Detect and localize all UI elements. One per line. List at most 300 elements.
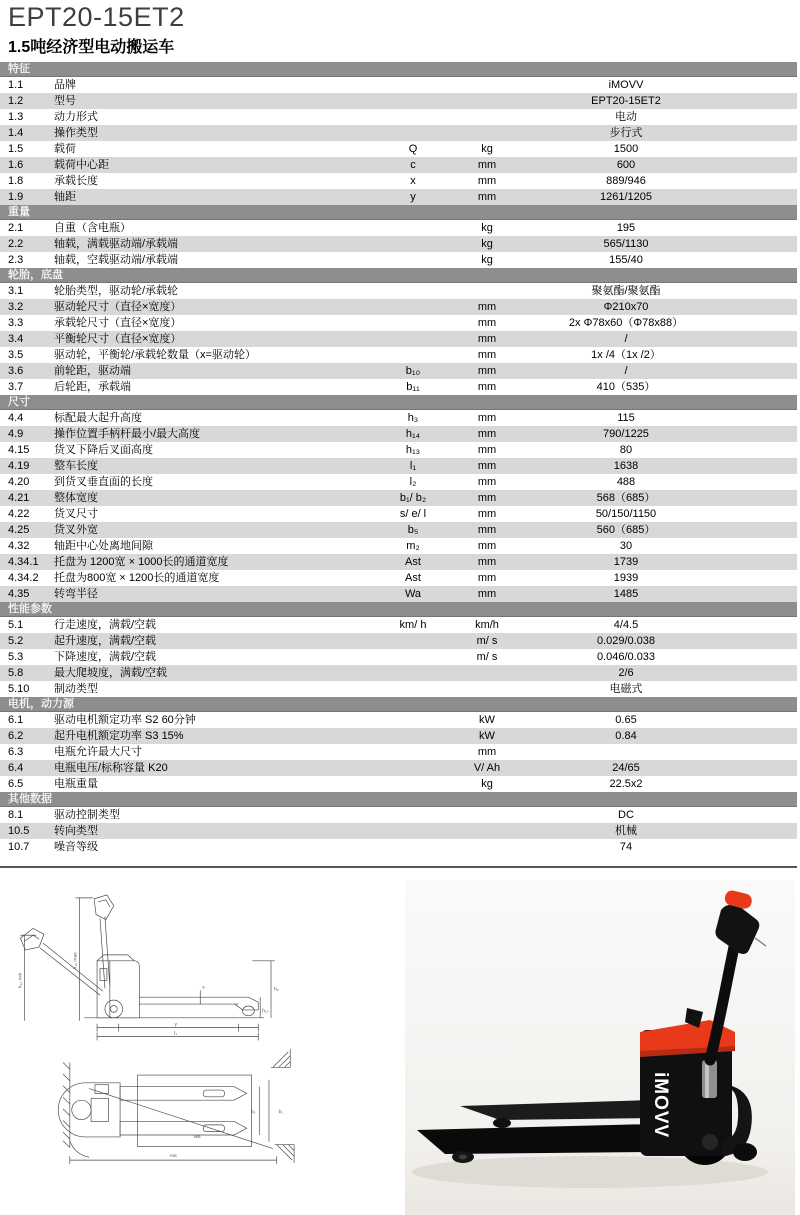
fork-right-topview [120,1121,247,1135]
spec-row [0,173,797,189]
cell-no: 3.4 [8,333,24,345]
cell-value: 889/946 [606,175,646,187]
rear-caster [733,1143,757,1161]
cell-spacer [721,839,797,855]
cell-symbol [383,347,443,363]
cell-value: EPT20-15ET2 [591,95,661,107]
cell-label: 到货叉垂直面的长度 [54,476,153,488]
cell-no: 4.15 [8,444,30,456]
cell-label: 转向类型 [54,825,98,837]
cell-no: 1.3 [8,111,24,123]
spec-row [0,252,797,268]
cell-label: 整车长度 [54,460,98,472]
cell-unit [443,283,531,299]
dim-label-overall-width: b₁ [278,1109,283,1115]
dim-label-lift: h₃ [273,987,279,993]
cell-value: 50/150/1150 [595,508,657,520]
cell-spacer [721,410,797,426]
cell-no: 4.21 [8,492,30,504]
cell-unit: m/ s [476,651,498,663]
cell-unit: mm [477,159,497,171]
cell-spacer [721,379,797,395]
cell-symbol [383,728,443,744]
cell-no: 4.22 [8,508,30,520]
cell-value: 0.65 [615,714,637,726]
cell-label: 行走速度，满载/空载 [54,619,157,631]
cell-no: 3.2 [8,301,24,313]
cell-symbol [383,220,443,236]
cell-label: 轮胎类型，驱动轮/承载轮 [54,285,179,297]
cell-spacer [721,157,797,173]
fork-left-topview [120,1087,247,1101]
cell-unit: mm [477,524,497,536]
cell-no: 3.3 [8,317,24,329]
cell-symbol: b₅ [407,524,419,536]
cell-label: 整体宽度 [54,492,98,504]
cell-value: 1638 [613,460,639,472]
cell-value: 22.5x2 [609,778,643,790]
cell-value: 电磁式 [609,683,643,695]
cell-label: 转弯半径 [54,588,98,600]
spec-row [0,109,797,125]
cell-unit: mm [477,349,497,361]
cell-symbol: y [410,191,416,203]
cell-symbol [383,331,443,347]
dim-label-handle-min: h₁₄ min [18,972,24,989]
cell-value: 4/4.5 [613,619,639,631]
dim-label-fork-thickness: s [202,985,205,991]
cell-spacer [721,109,797,125]
top-view-drawing [36,1048,326,1193]
cell-no: 3.5 [8,349,24,361]
cell-value: 聚氨酯/聚氨酯 [591,285,661,297]
table-bottom-rule [0,866,797,868]
cell-unit [443,839,531,855]
side-view-drawing [8,892,308,1064]
cell-label: 驱动轮尺寸（直径×宽度） [54,301,182,313]
section-header: 其他数据 [0,792,797,807]
cell-symbol [383,125,443,141]
spec-row [0,665,797,681]
cell-value: 0.046/0.033 [596,651,656,663]
spec-row [0,410,797,426]
cell-spacer [721,458,797,474]
cell-unit [443,807,531,823]
spec-row [0,189,797,205]
cell-label: 前轮距，驱动端 [54,365,131,377]
cell-value: 步行式 [609,127,643,139]
cell-spacer [721,125,797,141]
spec-row [0,442,797,458]
cell-label: 轴距中心处离地间隙 [54,540,153,552]
cell-no: 8.1 [8,809,24,821]
cell-spacer [721,173,797,189]
cell-unit: kW [479,714,495,726]
cell-value: 1939 [613,572,639,584]
cell-no: 6.4 [8,762,24,774]
section-header: 轮胎，底盘 [0,268,797,283]
cell-label: 驱动控制类型 [54,809,120,821]
cell-symbol: b₁₀ [405,365,421,377]
load-wheel [243,1006,255,1016]
cell-value: 488 [616,476,636,488]
dim-label-fork-height: h₁₃ [262,1008,269,1014]
spec-row [0,839,797,855]
fork-tip [235,997,259,1010]
cell-no: 1.8 [8,175,24,187]
cell-label: 品牌 [54,79,76,91]
cell-symbol: m₂ [406,540,420,552]
cell-value: / [624,333,628,345]
cell-spacer [721,538,797,554]
cell-no: 4.35 [8,588,30,600]
truck-body-topview [58,1083,120,1137]
cell-unit: mm [477,175,497,187]
cell-symbol [383,823,443,839]
upright-handle-grip [94,895,114,920]
cell-value: 0.029/0.038 [596,635,656,647]
cell-symbol [383,712,443,728]
cell-symbol: l₁ [409,460,417,472]
spec-row [0,77,797,93]
cell-unit [443,109,531,125]
cell-value: 30 [619,540,633,552]
cell-no: 5.1 [8,619,24,631]
cell-unit: mm [477,460,497,472]
cell-no: 5.2 [8,635,24,647]
cell-unit: mm [477,428,497,440]
cell-spacer [721,442,797,458]
page-subtitle: 1.5吨经济型电动搬运车 [8,39,175,56]
cell-unit [443,681,531,697]
cell-unit: kg [481,254,493,266]
spec-row [0,283,797,299]
cell-symbol [383,807,443,823]
spec-row [0,236,797,252]
spec-row [0,586,797,602]
cell-symbol: c [410,159,416,171]
cell-spacer [721,347,797,363]
cell-label: 标配最大起升高度 [54,412,142,424]
section-header: 重量 [0,205,797,220]
dim-label-handle-max: h₁₄ max [73,952,79,970]
cell-value: 790/1225 [603,428,649,440]
cell-label: 起升速度，满载/空载 [54,635,157,647]
section-header: 特征 [0,62,797,77]
cell-symbol [383,283,443,299]
cell-unit: kg [481,222,493,234]
cell-no: 2.1 [8,222,24,234]
spec-row [0,157,797,173]
cell-symbol [383,315,443,331]
cell-value: 1x /4（1x /2） [591,349,661,361]
cell-unit [443,93,531,109]
section-header: 性能参数 [0,602,797,617]
cell-value: Φ210x70 [603,301,649,313]
cell-no: 6.5 [8,778,24,790]
cell-unit: mm [477,317,497,329]
cell-no: 10.7 [8,841,30,853]
cell-spacer [721,728,797,744]
cell-label: 货叉尺寸 [54,508,98,520]
cell-spacer [721,649,797,665]
cell-no: 5.10 [8,683,30,695]
cell-symbol [383,744,443,760]
cell-unit: kW [479,730,495,742]
cell-spacer [721,236,797,252]
cell-label: 货叉下降后叉面高度 [54,444,153,456]
cell-spacer [721,776,797,792]
cell-spacer [721,681,797,697]
cell-symbol [383,649,443,665]
cell-no: 4.32 [8,540,30,552]
cell-unit: mm [477,365,497,377]
cell-label: 载荷中心距 [54,159,109,171]
spec-row [0,776,797,792]
cell-symbol: h₁₃ [405,444,421,456]
cell-spacer [721,315,797,331]
cell-symbol: h₁₄ [405,428,421,440]
spec-row [0,617,797,633]
spec-row [0,728,797,744]
cell-spacer [721,760,797,776]
cell-label: 电瓶重量 [54,778,98,790]
cell-spacer [721,807,797,823]
cell-no: 5.3 [8,651,24,663]
cell-value: 电动 [615,111,637,123]
spec-row [0,458,797,474]
cell-no: 4.25 [8,524,30,536]
cell-symbol [383,776,443,792]
cell-unit: mm [477,572,497,584]
cell-label: 电瓶允许最大尺寸 [54,746,142,758]
cell-no: 6.3 [8,746,24,758]
cell-no: 4.19 [8,460,30,472]
cell-label: 最大爬坡度，满载/空载 [54,667,168,679]
cell-spacer [721,331,797,347]
cell-spacer [721,283,797,299]
spec-row [0,141,797,157]
section-header: 尺寸 [0,395,797,410]
cell-value: 2/6 [618,667,634,679]
cell-spacer [721,474,797,490]
spec-row [0,220,797,236]
cell-spacer [721,712,797,728]
cell-unit: mm [477,301,497,313]
cell-value: 1261/1205 [600,191,652,203]
cell-unit [443,823,531,839]
cell-symbol [383,252,443,268]
cell-no: 3.6 [8,365,24,377]
cell-no: 10.5 [8,825,30,837]
cell-symbol [383,109,443,125]
cell-label: 起升电机额定功率 S3 15% [54,730,184,742]
cell-unit: mm [477,540,497,552]
cell-symbol [383,236,443,252]
cell-spacer [721,522,797,538]
cell-symbol: km/ h [399,619,427,631]
cell-unit: V/ Ah [473,762,501,774]
spec-row [0,554,797,570]
spec-row [0,474,797,490]
spec-row [0,570,797,586]
cell-no: 4.4 [8,412,24,424]
cell-value: iMOVV [608,79,644,91]
cell-no: 1.6 [8,159,24,171]
cell-unit: km/h [475,619,499,631]
cell-label: 下降速度，满载/空载 [54,651,157,663]
cell-label: 承载长度 [54,175,98,187]
cell-no: 1.5 [8,143,24,155]
cell-spacer [721,744,797,760]
cell-unit: mm [477,333,497,345]
cell-label: 轴载，空载驱动端/承载端 [54,254,179,266]
cell-label: 托盘为 1200宽 × 1000长的通道宽度 [54,556,229,568]
cell-no: 1.9 [8,191,24,203]
cell-symbol [383,665,443,681]
cell-label: 电瓶电压/标称容量 K20 [54,762,168,774]
cell-value: 2x Φ78x60（Φ78x88） [568,317,684,329]
spec-row [0,363,797,379]
cell-symbol: h₃ [407,412,419,424]
cell-value: / [624,365,628,377]
spec-row [0,823,797,839]
cell-no: 2.3 [8,254,24,266]
spec-row [0,490,797,506]
cell-unit: m/ s [476,635,498,647]
cell-no: 1.1 [8,79,24,91]
spec-row [0,125,797,141]
dim-label-wheelbase: y [174,1022,177,1028]
cell-symbol: Wa [404,588,422,600]
cell-spacer [721,506,797,522]
spec-row [0,712,797,728]
cell-value: DC [618,809,634,821]
cell-unit: mm [477,492,497,504]
cell-value: 565/1130 [603,238,649,250]
spec-row [0,522,797,538]
cell-unit: mm [477,381,497,393]
cell-value: 1485 [613,588,639,600]
tilted-handle-grip [20,928,44,950]
cell-spacer [721,299,797,315]
spec-row [0,538,797,554]
cell-spacer [721,633,797,649]
cell-unit: mm [477,746,497,758]
cell-unit: mm [477,588,497,600]
cell-unit [443,665,531,681]
cell-value: 410（535） [596,381,656,393]
cell-no: 1.4 [8,127,24,139]
cell-label: 后轮距，承载端 [54,381,131,393]
cell-no: 4.34.2 [8,572,39,584]
cell-symbol [383,760,443,776]
cell-no: 6.1 [8,714,24,726]
cell-spacer [721,426,797,442]
cell-unit: mm [477,412,497,424]
spec-row [0,760,797,776]
cell-label: 操作位置手柄杆最小/最大高度 [54,428,201,440]
cell-label: 驱动电机额定功率 S2 60分钟 [54,714,196,726]
spec-row [0,347,797,363]
cell-spacer [721,93,797,109]
spec-row [0,744,797,760]
spec-table [0,62,797,855]
cell-symbol: l₂ [409,476,417,488]
cell-value: 560（685） [596,524,656,536]
cell-label: 货叉外宽 [54,524,98,536]
cell-spacer [721,554,797,570]
cell-symbol [383,299,443,315]
cell-value: 568（685） [596,492,656,504]
cell-unit [443,125,531,141]
cell-no: 2.2 [8,238,24,250]
cell-symbol: b₁/ b₂ [399,492,427,504]
cell-label: 托盘为800宽 × 1200长的通道宽度 [54,572,220,584]
spec-row [0,649,797,665]
cell-value: 1500 [613,143,639,155]
cell-spacer [721,823,797,839]
cell-spacer [721,490,797,506]
cell-value: 195 [616,222,636,234]
cell-value: 机械 [615,825,637,837]
cell-unit: mm [477,444,497,456]
cell-symbol [383,93,443,109]
cell-value [531,744,721,760]
cell-value: 1739 [613,556,639,568]
cell-symbol: Ast [405,572,421,584]
cell-label: 型号 [54,95,76,107]
cell-symbol: x [410,175,416,187]
cell-label: 噪音等级 [54,841,98,853]
cell-value: 115 [617,412,635,424]
cell-symbol [383,681,443,697]
cell-no: 6.2 [8,730,24,742]
spec-row [0,506,797,522]
cell-label: 载荷 [54,143,76,155]
cell-no: 4.34.1 [8,556,39,568]
cell-label: 轴载，满载驱动端/承载端 [54,238,179,250]
cell-spacer [721,363,797,379]
cell-unit: mm [477,508,497,520]
section-header: 电机，动力源 [0,697,797,712]
cell-spacer [721,586,797,602]
cell-spacer [721,252,797,268]
cell-unit [443,77,531,93]
cell-spacer [721,617,797,633]
cell-label: 操作类型 [54,127,98,139]
cell-value: 155/40 [609,254,643,266]
cell-value: 24/65 [612,762,640,774]
spec-row [0,315,797,331]
spec-row [0,807,797,823]
dim-label-overall-length: l₁ [174,1031,178,1037]
cell-unit: kg [481,778,493,790]
cell-value: 80 [619,444,633,456]
cell-label: 平衡轮尺寸（直径×宽度） [54,333,182,345]
page-title: EPT20-15ET2 [8,2,185,32]
cell-symbol: b₁₁ [406,381,420,393]
cell-spacer [721,570,797,586]
fork-far-wheel [493,1118,511,1128]
cell-label: 制动类型 [54,683,98,695]
cell-no: 4.20 [8,476,30,488]
brand-logo-vertical: iMOVV [650,1072,671,1139]
spec-row [0,299,797,315]
spec-row [0,93,797,109]
dim-label-fork-outer: b₅ [250,1109,256,1115]
cell-value: 74 [619,841,633,853]
